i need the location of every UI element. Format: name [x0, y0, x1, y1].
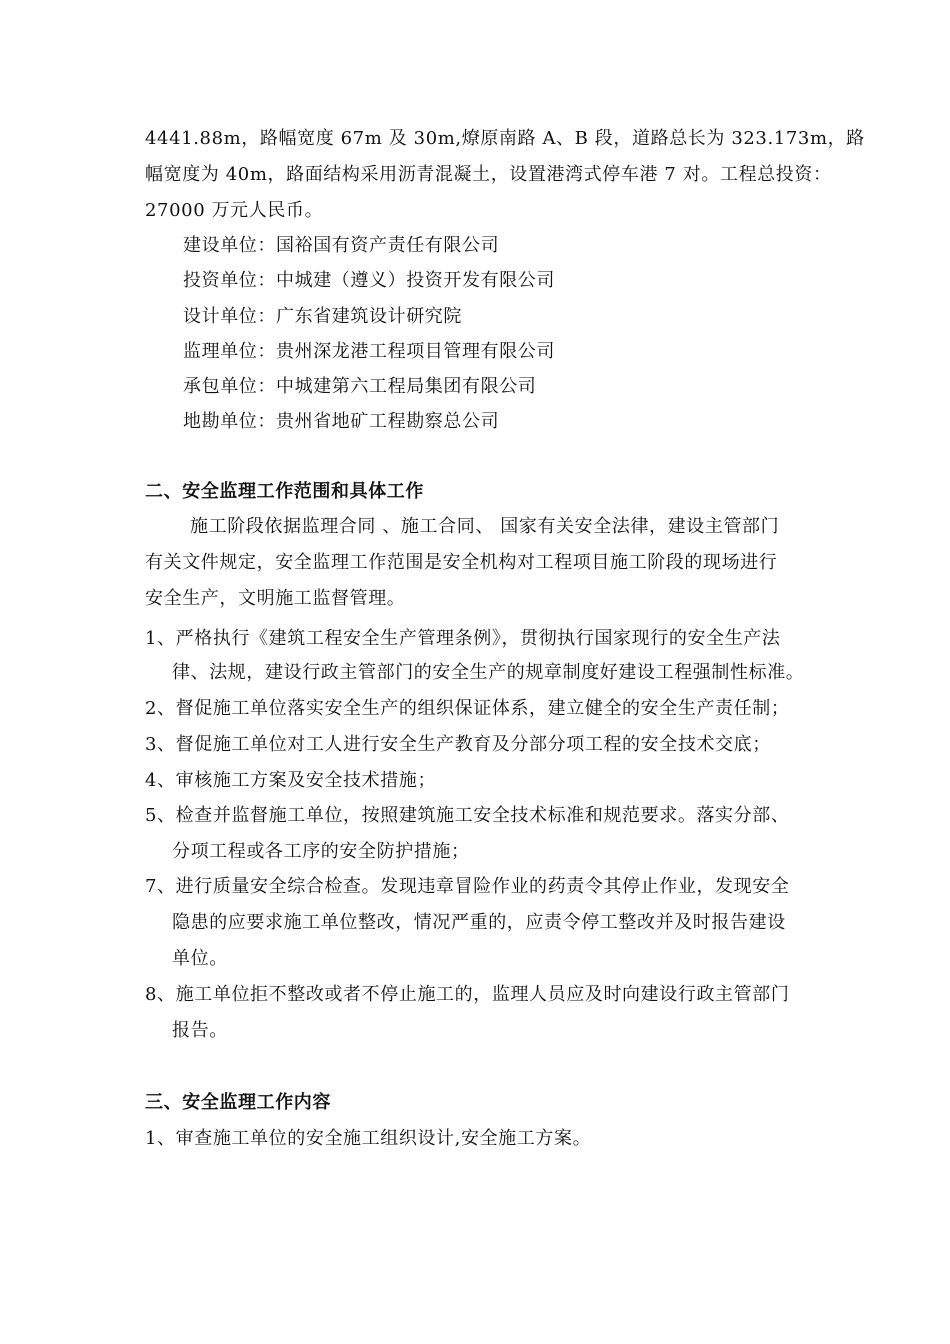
intro-line-3: 27000 万元人民币。: [145, 200, 324, 221]
section-3-item-1: 1、审查施工单位的安全施工组织设计,安全施工方案。: [145, 1128, 592, 1149]
list-item-2: 2、督促施工单位落实安全生产的组织保证体系，建立健全的安全生产责任制；: [145, 698, 790, 719]
unit-supervision: 监理单位：贵州深龙港工程项目管理有限公司: [183, 341, 555, 362]
unit-construction: 建设单位：国裕国有资产责任有限公司: [183, 235, 500, 256]
section-2-para-line-2: 有关文件规定，安全监理工作范围是安全机构对工程项目施工阶段的现场进行: [145, 552, 778, 573]
unit-design: 设计单位：广东省建筑设计研究院: [183, 306, 462, 327]
unit-survey: 地勘单位：贵州省地矿工程勘察总公司: [183, 411, 500, 432]
list-item-7-cont-1: 隐患的应要求施工单位整改，情况严重的，应责令停工整改并及时报告建设: [172, 912, 786, 933]
section-2-para-line-3: 安全生产，文明施工监督管理。: [145, 588, 406, 609]
unit-contractor: 承包单位：中城建第六工程局集团有限公司: [183, 376, 537, 397]
unit-investment: 投资单位：中城建（遵义）投资开发有限公司: [183, 270, 555, 291]
section-2-para-line-1: 施工阶段依据监理合同 、施工合同、 国家有关安全法律，建设主管部门: [190, 516, 780, 537]
list-item-4: 4、审核施工方案及安全技术措施；: [145, 770, 437, 791]
list-item-7: 7、进行质量安全综合检查。发现违章冒险作业的药责令其停止作业，发现安全: [145, 876, 790, 897]
list-item-7-cont-2: 单位。: [172, 948, 228, 969]
intro-line-1: 4441.88m，路幅宽度 67m 及 30m,燎原南路 A、B 段，道路总长为 323.173m，路: [145, 128, 865, 149]
section-2-heading: 二、安全监理工作范围和具体工作: [145, 481, 424, 502]
intro-line-2: 幅宽度为 40m，路面结构采用沥青混凝土，设置港湾式停车港 7 对。工程总投资：: [145, 164, 832, 185]
list-item-1-cont: 律、法规，建设行政主管部门的安全生产的规章制度好建设工程强制性标准。: [172, 662, 805, 683]
list-item-5: 5、检查并监督施工单位，按照建筑施工安全技术标准和规范要求。落实分部、: [145, 805, 790, 826]
list-item-3: 3、督促施工单位对工人进行安全生产教育及分部分项工程的安全技术交底；: [145, 734, 771, 755]
section-3-heading: 三、安全监理工作内容: [145, 1092, 331, 1113]
list-item-8: 8、施工单位拒不整改或者不停止施工的，监理人员应及时向建设行政主管部门: [145, 984, 790, 1005]
list-item-5-cont: 分项工程或各工序的安全防护措施；: [172, 841, 470, 862]
list-item-1: 1、严格执行《建筑工程安全生产管理条例》，贯彻执行国家现行的安全生产法: [145, 628, 781, 649]
list-item-8-cont: 报告。: [172, 1020, 228, 1041]
